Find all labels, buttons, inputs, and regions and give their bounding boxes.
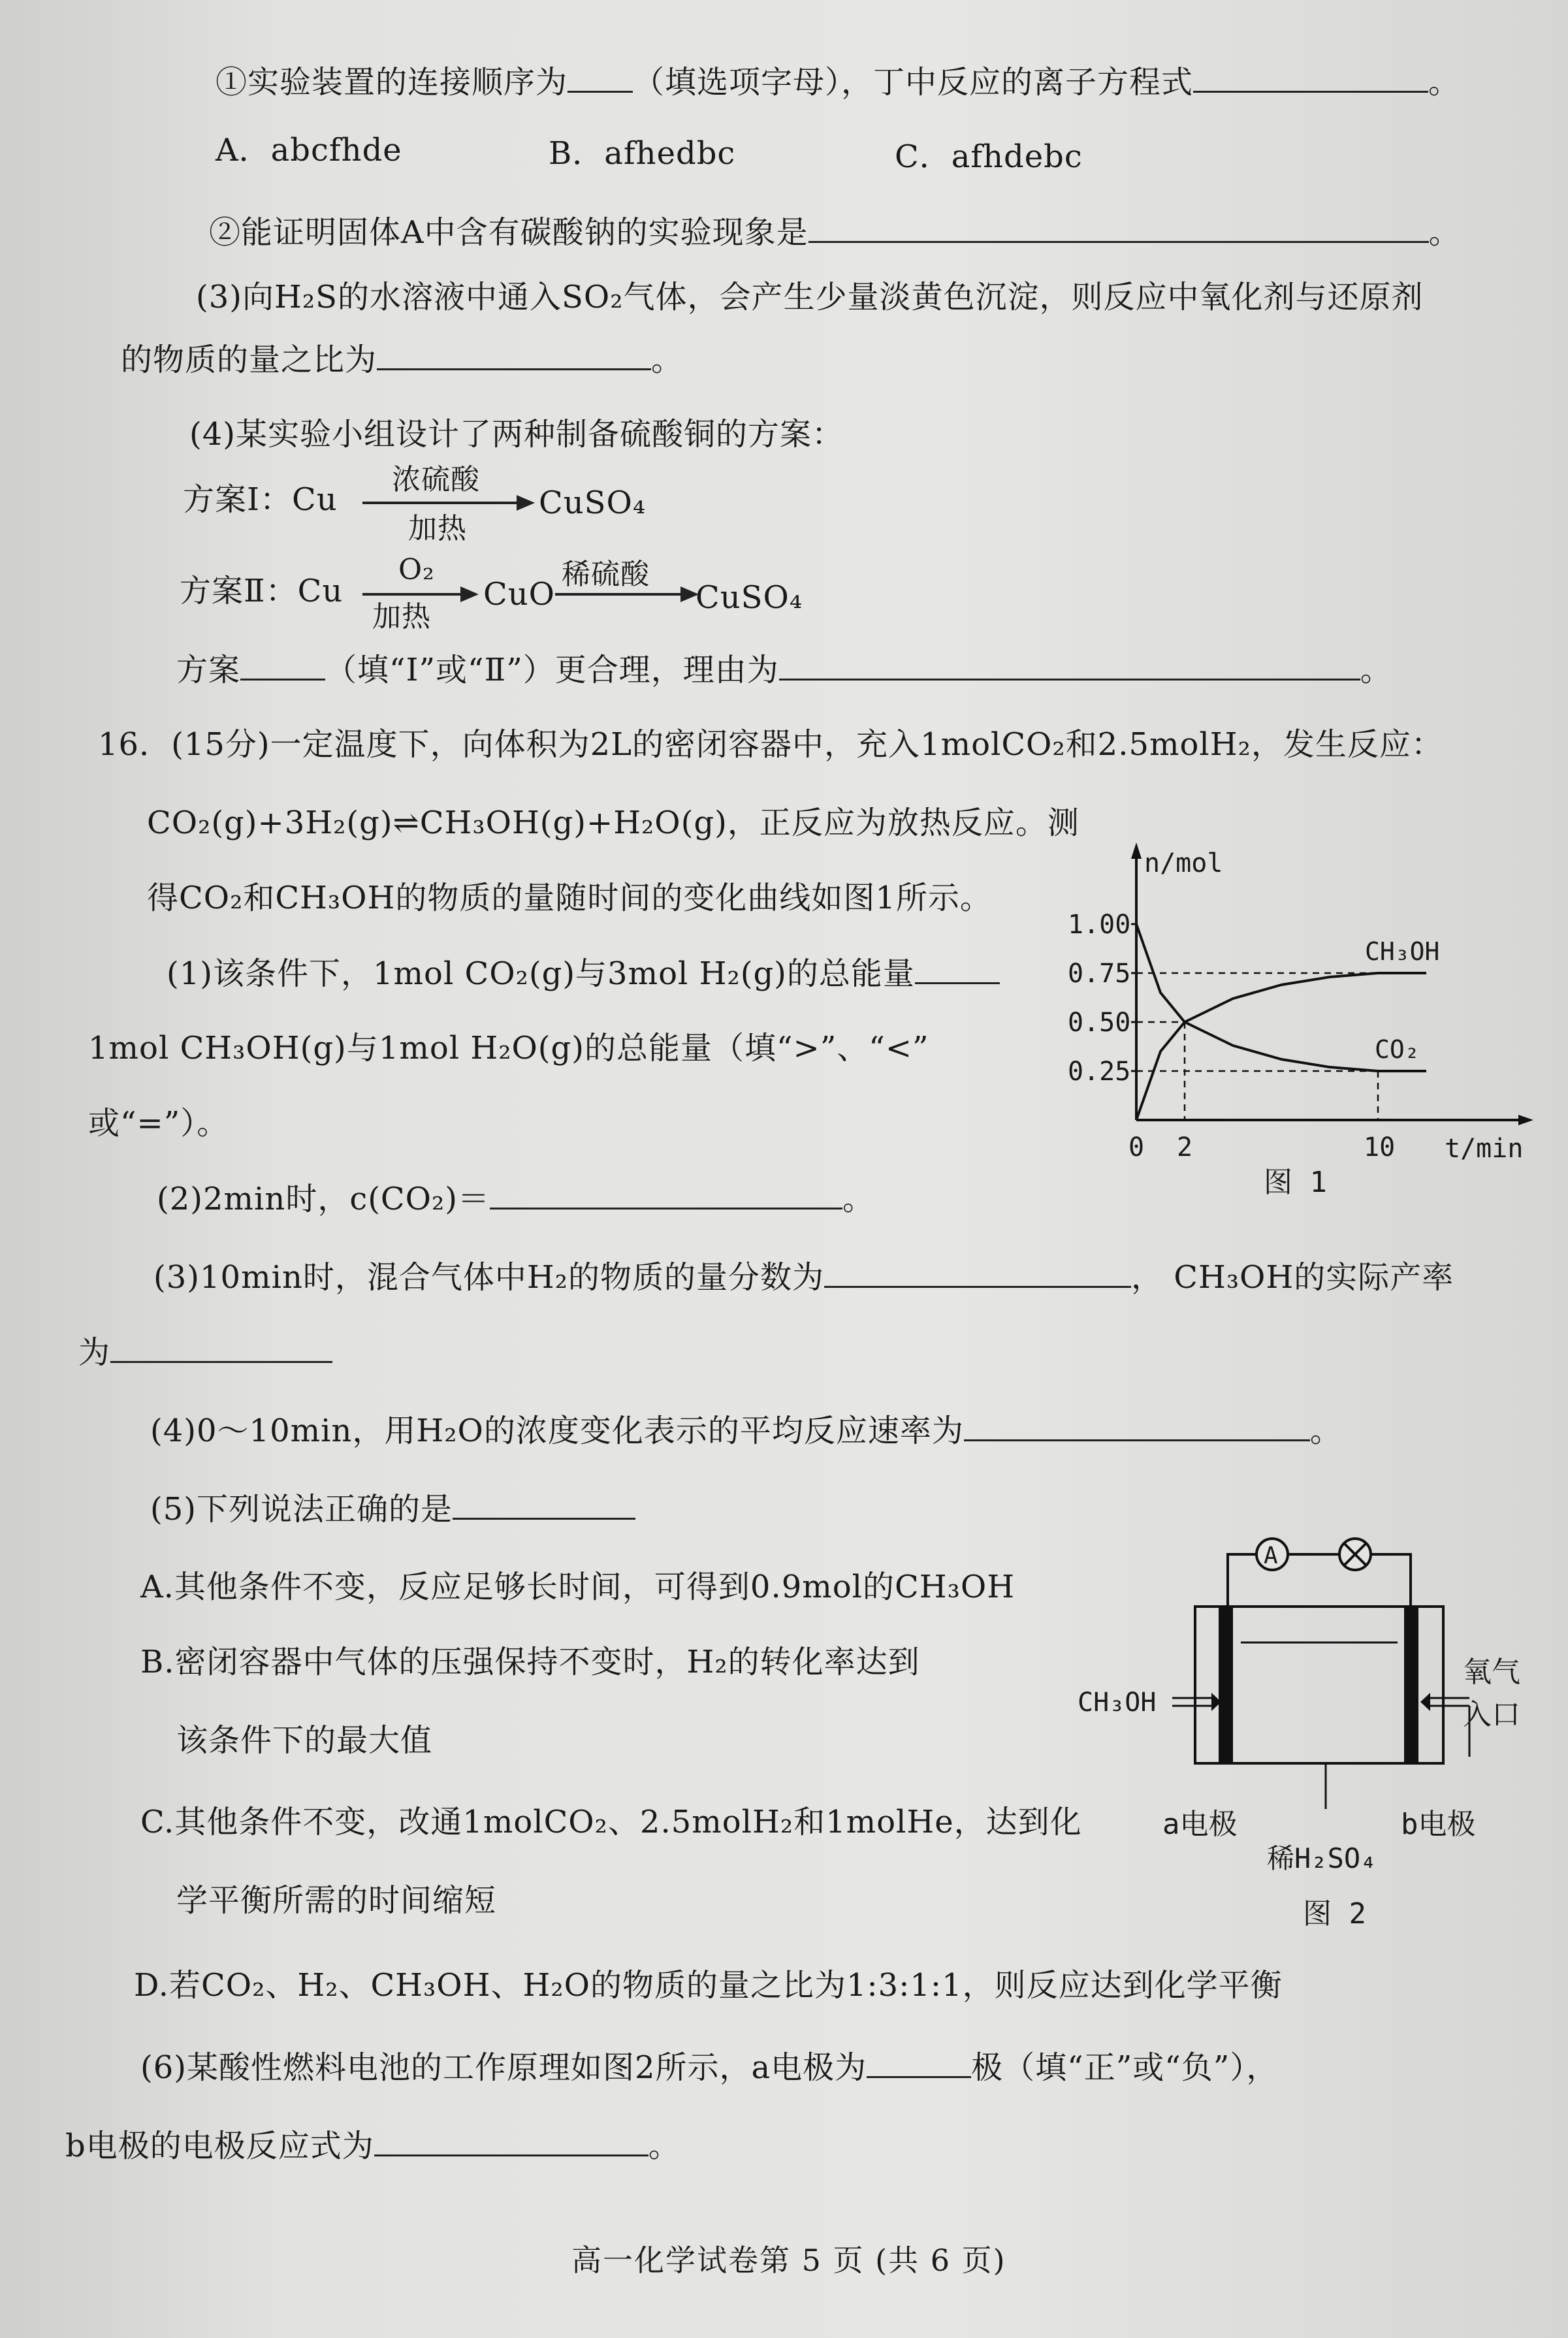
blank[interactable] bbox=[915, 953, 1000, 984]
plan2-product: CuSO₄ bbox=[696, 579, 803, 616]
fuel-label: CH₃OH bbox=[1078, 1688, 1157, 1718]
plan1-product: CuSO₄ bbox=[539, 485, 647, 521]
blank[interactable] bbox=[1193, 62, 1428, 93]
electrode-a-label: a电极 bbox=[1162, 1808, 1238, 1841]
figure-1-chart bbox=[1032, 829, 1554, 1221]
x-tick-label: 0 bbox=[1128, 1132, 1145, 1162]
q16-option-c-line1: C.其他条件不变，改通1molCO₂、2.5molH₂和1molHe，达到化 bbox=[140, 1804, 1082, 1840]
plan-question-line: 方案 （填“Ⅰ”或“Ⅱ”）更合理，理由为 。 bbox=[176, 650, 1392, 690]
electrode-b bbox=[1404, 1607, 1418, 1763]
q16-option-b-line1: B.密闭容器中气体的压强保持不变时，H₂的转化率达到 bbox=[140, 1644, 920, 1680]
q16-option-b-line2: 该条件下的最大值 bbox=[176, 1722, 433, 1759]
oxygen-label-1: 氧气 bbox=[1463, 1656, 1520, 1689]
y-tick-label: 0.50 bbox=[1068, 1008, 1131, 1038]
q16-line3: 得CO₂和CH₃OH的物质的量随时间的变化曲线如图1所示。 bbox=[147, 880, 992, 916]
q15-part4-line: (4)某实验小组设计了两种制备硫酸铜的方案： bbox=[189, 416, 844, 453]
q15-option-c: C．afhdebc bbox=[895, 138, 1083, 175]
y-axis-arrow bbox=[1131, 842, 1142, 859]
blank[interactable] bbox=[867, 2047, 971, 2078]
q16-s2-line: (2)2min时，c(CO₂)＝ 。 bbox=[157, 1179, 874, 1219]
y-axis-label: n/mol bbox=[1144, 848, 1223, 878]
plan2-intermediate: CuO bbox=[483, 576, 555, 613]
electrode-a bbox=[1219, 1607, 1233, 1763]
page-footer: 高一化学试卷第 5 页 (共 6 页) bbox=[571, 2243, 1006, 2278]
q16-option-c-line2: 学平衡所需的时间缩短 bbox=[176, 1882, 497, 1919]
q16-option-d: D.若CO₂、H₂、CH₃OH、H₂O的物质的量之比为1:3:1:1，则反应达到化学平衡 bbox=[134, 1967, 1283, 2004]
plan1-condition: 加热 bbox=[408, 512, 467, 545]
y-tick-label: 1.00 bbox=[1068, 910, 1131, 940]
blank[interactable] bbox=[377, 340, 651, 370]
figure-2-caption: 图 2 bbox=[1303, 1897, 1366, 1930]
plan1-label: 方案Ⅰ：Cu bbox=[183, 481, 338, 518]
ammeter-label: A bbox=[1264, 1543, 1278, 1569]
q15-sub2-line: ②能证明固体A中含有碳酸钠的实验现象是 。 bbox=[209, 212, 1461, 252]
electrode-b-label: b电极 bbox=[1401, 1808, 1476, 1841]
circuit-wire bbox=[1228, 1554, 1411, 1607]
blank[interactable] bbox=[808, 212, 1429, 243]
q16-s4-line: (4)0～10min，用H₂O的浓度变化表示的平均反应速率为 。 bbox=[150, 1411, 1342, 1450]
blank[interactable] bbox=[240, 650, 325, 681]
q15-part3-line1: (3)向H₂S的水溶液中通入SO₂气体，会产生少量淡黄色沉淀，则反应中氧化剂与还原剂 bbox=[196, 279, 1424, 315]
q16-s1-line1: (1)该条件下，1mol CO₂(g)与3mol H₂(g)的总能量 bbox=[167, 953, 1000, 993]
blank[interactable] bbox=[110, 1332, 332, 1363]
blank[interactable] bbox=[374, 2126, 648, 2156]
figure-1-caption: 图 1 bbox=[1264, 1166, 1327, 1199]
x-tick-label: 10 bbox=[1364, 1132, 1396, 1162]
q15-part3-line2: 的物质的量之比为 。 bbox=[121, 340, 683, 379]
figure-2-svg bbox=[1064, 1522, 1561, 1946]
x-axis-arrow bbox=[1518, 1115, 1533, 1125]
plan2-reagent2: 稀硫酸 bbox=[562, 558, 650, 591]
q16-s5-line: (5)下列说法正确的是 bbox=[150, 1489, 635, 1529]
series-label-co2: CO₂ bbox=[1375, 1035, 1420, 1064]
y-tick-label: 0.75 bbox=[1068, 959, 1131, 989]
q16-s3-line1: (3)10min时，混合气体中H₂的物质的量分数为 ， CH₃OH的实际产率 bbox=[153, 1257, 1454, 1297]
q16-equation: CO₂(g)+3H₂(g)⇌CH₃OH(g)+H₂O(g)，正反应为放热反应。测 bbox=[147, 805, 1080, 841]
series-label-ch3oh: CH₃OH bbox=[1365, 937, 1440, 966]
q16-s1-line3: 或“=”）。 bbox=[88, 1105, 229, 1142]
blank[interactable] bbox=[453, 1489, 635, 1520]
blank[interactable] bbox=[824, 1257, 1131, 1288]
oxygen-label-2: 入口 bbox=[1463, 1698, 1520, 1731]
plan2-reagent1: O₂ bbox=[398, 553, 435, 586]
plan2-label: 方案Ⅱ：Cu bbox=[180, 573, 344, 609]
blank[interactable] bbox=[964, 1411, 1310, 1441]
q15-sub1-line: ①实验装置的连接顺序为 （填选项字母），丁中反应的离子方程式 。 bbox=[216, 62, 1460, 102]
q15-option-b: B．afhedbc bbox=[549, 135, 736, 172]
q16-head: 16．(15分)一定温度下，向体积为2L的密闭容器中，充入1molCO₂和2.5molH₂，发生反应： bbox=[98, 726, 1443, 763]
plan1-reagent: 浓硫酸 bbox=[392, 463, 480, 496]
y-tick-label: 0.25 bbox=[1068, 1057, 1131, 1087]
q15-option-a: A．abcfhde bbox=[216, 132, 402, 168]
electrolyte-label: 稀H₂SO₄ bbox=[1267, 1842, 1377, 1874]
q16-option-a: A.其他条件不变，反应足够长时间，可得到0.9mol的CH₃OH bbox=[140, 1569, 1016, 1605]
plan2-condition1: 加热 bbox=[372, 600, 431, 633]
x-axis-label: t/min bbox=[1445, 1134, 1524, 1164]
figure-1-svg bbox=[1032, 829, 1554, 1221]
q16-s6-line2: b电极的电极反应式为 。 bbox=[65, 2126, 680, 2166]
figure-2-fuel-cell bbox=[1064, 1522, 1561, 1946]
x-tick-label: 2 bbox=[1177, 1132, 1193, 1162]
blank[interactable] bbox=[779, 650, 1360, 681]
blank[interactable] bbox=[568, 62, 633, 93]
q16-s6-line1: (6)某酸性燃料电池的工作原理如图2所示，a电极为 极（填“正”或“负”）， bbox=[140, 2047, 1278, 2087]
q16-s3-line2: 为 bbox=[78, 1332, 332, 1372]
q16-s1-line2: 1mol CH₃OH(g)与1mol H₂O(g)的总能量（填“>”、“<” bbox=[88, 1030, 929, 1066]
figure-1-marks bbox=[1068, 910, 1439, 1162]
blank[interactable] bbox=[490, 1179, 842, 1209]
